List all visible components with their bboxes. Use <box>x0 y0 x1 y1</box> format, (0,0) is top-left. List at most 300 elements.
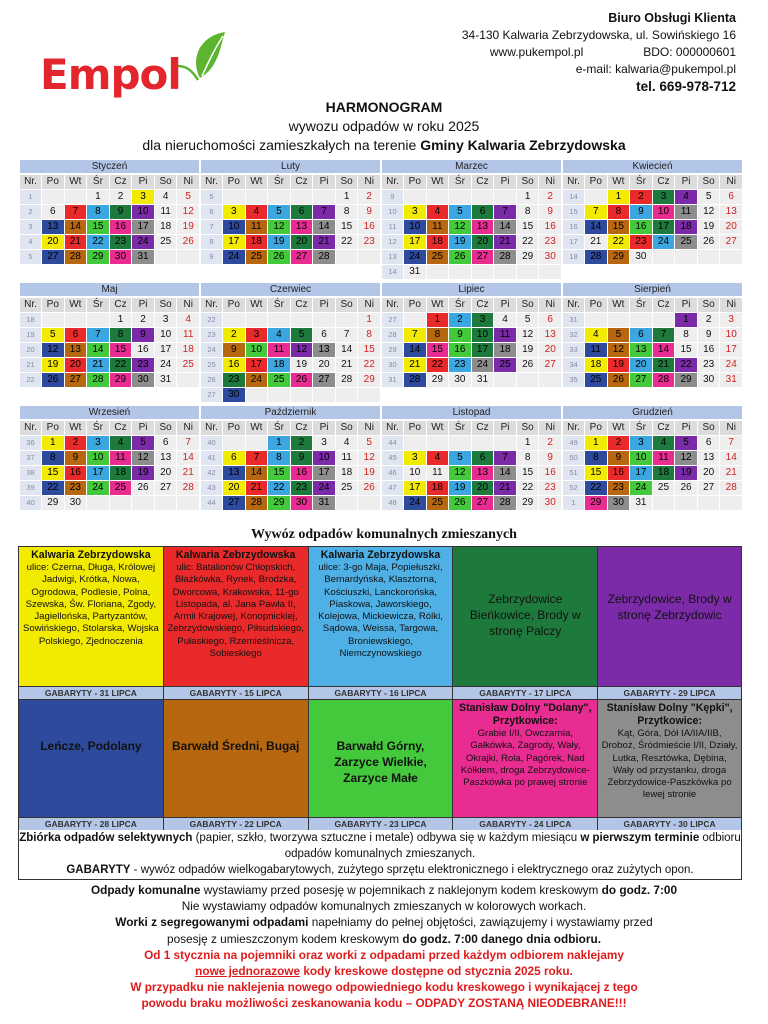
calendar-empty-cell <box>358 388 380 402</box>
calendar-day: 26 <box>608 373 630 387</box>
calendar-day: 13 <box>698 451 720 465</box>
week-number: 22 <box>201 313 222 327</box>
day-header: Nr. <box>20 298 41 312</box>
note-line-1 <box>0 882 768 898</box>
day-header: So <box>698 298 720 312</box>
week-number: 23 <box>201 328 222 342</box>
calendar-day: 25 <box>585 373 607 387</box>
month-grid <box>382 175 561 279</box>
calendar-day: 8 <box>42 451 64 465</box>
calendar-empty-cell <box>404 313 426 327</box>
week-number: 45 <box>382 451 403 465</box>
week-number: 48 <box>382 496 403 510</box>
calendar-empty-cell <box>539 265 561 279</box>
calendar-empty-cell <box>608 313 630 327</box>
calendar-day: 6 <box>223 451 245 465</box>
calendar-empty-cell <box>675 250 697 264</box>
calendar-day: 3 <box>132 190 154 204</box>
calendar-day: 19 <box>675 466 697 480</box>
calendar-day: 26 <box>177 235 199 249</box>
calendar-day: 7 <box>404 328 426 342</box>
calendar-empty-cell <box>653 313 675 327</box>
calendar-day: 2 <box>132 313 154 327</box>
calendar-day: 26 <box>42 373 64 387</box>
calendar-day: 22 <box>585 481 607 495</box>
day-header: Cz <box>291 298 313 312</box>
bulky-label: GABARYTY <box>66 864 131 876</box>
calendar-day: 30 <box>698 373 720 387</box>
week-number: 18 <box>20 313 41 327</box>
day-header: Śr <box>630 298 652 312</box>
day-header: Po <box>223 421 245 435</box>
calendar-day: 22 <box>42 481 64 495</box>
week-number: 38 <box>20 466 41 480</box>
calendar-day: 18 <box>585 358 607 372</box>
calendar-empty-cell <box>720 250 742 264</box>
day-header: Wt <box>246 298 268 312</box>
day-header: Po <box>223 298 245 312</box>
calendar-day: 19 <box>449 481 471 495</box>
calendar-empty-cell <box>268 190 290 204</box>
calendar-day: 2 <box>291 436 313 450</box>
month-name: Grudzień <box>563 406 742 419</box>
selective-text-2: odbioru odpadów komunalnych zmieszanych. <box>284 832 741 860</box>
month-grid <box>201 298 380 402</box>
calendar-day: 20 <box>42 235 64 249</box>
calendar-day: 27 <box>155 481 177 495</box>
calendar-day: 26 <box>132 481 154 495</box>
week-number: 5 <box>20 250 41 264</box>
calendar-day: 17 <box>132 220 154 234</box>
calendar-day: 7 <box>65 205 87 219</box>
calendar-empty-cell <box>223 190 245 204</box>
month-name: Czerwiec <box>201 283 380 296</box>
calendar-day: 27 <box>42 250 64 264</box>
zone-bulky-date: GABARYTY - 23 LIPCA <box>309 817 453 830</box>
calendar-day: 25 <box>427 496 449 510</box>
calendar-day: 2 <box>608 436 630 450</box>
day-header: Ni <box>358 421 380 435</box>
calendar-day: 18 <box>336 466 358 480</box>
calendar-day: 9 <box>358 205 380 219</box>
month-name: Luty <box>201 160 380 173</box>
week-number: 36 <box>20 436 41 450</box>
month-grid <box>382 421 561 510</box>
month-1 <box>20 160 199 264</box>
calendar-empty-cell <box>177 373 199 387</box>
calendar-day: 11 <box>653 451 675 465</box>
day-header: Wt <box>246 175 268 189</box>
calendar-day: 4 <box>585 328 607 342</box>
calendar-day: 13 <box>291 220 313 234</box>
calendar-empty-cell <box>449 265 471 279</box>
month-11 <box>382 406 561 510</box>
zone-bulky-date: GABARYTY - 30 LIPCA <box>598 817 741 830</box>
calendar-day: 2 <box>110 190 132 204</box>
calendar-day: 14 <box>336 343 358 357</box>
calendar-day: 23 <box>223 373 245 387</box>
day-header: Ni <box>177 421 199 435</box>
week-number: 31 <box>563 313 584 327</box>
page-title: HARMONOGRAM <box>325 99 443 115</box>
calendar-empty-cell <box>653 250 675 264</box>
week-number: 19 <box>20 328 41 342</box>
day-header: Nr. <box>382 175 403 189</box>
zone-2 <box>164 547 309 700</box>
calendar-day: 24 <box>132 235 154 249</box>
calendar-day: 14 <box>653 343 675 357</box>
calendar-day: 2 <box>223 328 245 342</box>
calendar-day: 1 <box>517 436 539 450</box>
calendar-day: 26 <box>291 373 313 387</box>
calendar-day: 27 <box>539 358 561 372</box>
day-header: Cz <box>653 175 675 189</box>
zone-description <box>453 589 597 641</box>
calendar-day: 6 <box>539 313 561 327</box>
calendar-day: 30 <box>630 250 652 264</box>
calendar-day: 28 <box>246 496 268 510</box>
week-number: 8 <box>201 235 222 249</box>
zone-description <box>309 547 453 662</box>
calendar-day: 31 <box>155 373 177 387</box>
zone-8 <box>309 700 454 830</box>
calendar-empty-cell <box>539 373 561 387</box>
day-header: Pi <box>132 421 154 435</box>
calendar-day: 25 <box>177 358 199 372</box>
selective-label: Zbiórka odpadów selektywnych <box>19 832 193 844</box>
week-number: 33 <box>563 343 584 357</box>
calendar-day: 28 <box>404 373 426 387</box>
calendar-day: 20 <box>539 343 561 357</box>
calendar-day: 22 <box>517 481 539 495</box>
day-header: Pi <box>494 298 516 312</box>
calendar-day: 21 <box>494 481 516 495</box>
calendar-day: 20 <box>155 466 177 480</box>
calendar-day: 5 <box>449 205 471 219</box>
calendar-day: 2 <box>630 190 652 204</box>
calendar-day: 20 <box>720 220 742 234</box>
zone-description <box>309 736 453 788</box>
calendar-day: 20 <box>223 481 245 495</box>
week-number: 9 <box>382 190 403 204</box>
calendar-day: 17 <box>630 466 652 480</box>
note-text-3: posesję z umieszczonym kodem kreskowym <box>167 931 403 946</box>
calendar-empty-cell <box>42 190 64 204</box>
calendar-day: 30 <box>132 373 154 387</box>
calendar-day: 8 <box>675 328 697 342</box>
calendar-day: 18 <box>155 220 177 234</box>
calendar-day: 8 <box>427 328 449 342</box>
week-number: 17 <box>563 235 584 249</box>
calendar-day: 15 <box>585 466 607 480</box>
calendar-day: 24 <box>155 358 177 372</box>
calendar-day: 2 <box>358 190 380 204</box>
calendar-day: 21 <box>313 235 335 249</box>
calendar-day: 16 <box>449 343 471 357</box>
week-number: 40 <box>201 436 222 450</box>
day-header: So <box>155 421 177 435</box>
calendar-day: 3 <box>223 205 245 219</box>
day-header: So <box>698 421 720 435</box>
day-header: Wt <box>65 175 87 189</box>
contact-block <box>406 10 736 95</box>
week-number: 28 <box>382 328 403 342</box>
day-header: Ni <box>539 298 561 312</box>
week-number: 27 <box>382 313 403 327</box>
day-header: Nr. <box>201 421 222 435</box>
calendar-day: 26 <box>268 250 290 264</box>
calendar-day: 10 <box>720 328 742 342</box>
calendar-empty-cell <box>336 250 358 264</box>
calendar-day: 27 <box>291 250 313 264</box>
calendar-day: 21 <box>585 235 607 249</box>
calendar-empty-cell <box>472 265 494 279</box>
day-header: Ni <box>539 175 561 189</box>
calendar-day: 30 <box>449 373 471 387</box>
day-header: So <box>336 421 358 435</box>
calendar-day: 6 <box>155 436 177 450</box>
calendar-day: 15 <box>427 343 449 357</box>
zone-description <box>19 736 163 756</box>
calendar-empty-cell <box>494 436 516 450</box>
calendar-day: 14 <box>585 220 607 234</box>
calendar-day: 5 <box>268 205 290 219</box>
selective-term: w pierwszym terminie <box>580 832 700 844</box>
calendar-day: 12 <box>132 451 154 465</box>
day-header: Wt <box>608 298 630 312</box>
week-number: 50 <box>563 451 584 465</box>
calendar-day: 7 <box>720 436 742 450</box>
calendar-day: 27 <box>630 373 652 387</box>
calendar-empty-cell <box>291 388 313 402</box>
calendar-empty-cell <box>291 313 313 327</box>
day-header: Cz <box>472 421 494 435</box>
calendar-day: 22 <box>358 358 380 372</box>
calendar-day: 18 <box>246 235 268 249</box>
calendar-day: 26 <box>358 481 380 495</box>
calendar-day: 22 <box>675 358 697 372</box>
calendar-day: 22 <box>268 481 290 495</box>
day-header: Po <box>585 421 607 435</box>
week-number: 30 <box>382 358 403 372</box>
week-number: 22 <box>20 373 41 387</box>
calendar-day: 16 <box>630 220 652 234</box>
calendar-day: 29 <box>517 496 539 510</box>
month-name: Styczeń <box>20 160 199 173</box>
calendar-day: 28 <box>653 373 675 387</box>
calendar-day: 16 <box>608 466 630 480</box>
day-header: Pi <box>132 175 154 189</box>
note-text-2: napełniamy do pełnej objętości, zawiązujemy i wystawiamy przed <box>308 915 653 930</box>
calendar-day: 30 <box>65 496 87 510</box>
calendar-day: 14 <box>494 220 516 234</box>
calendar-day: 21 <box>653 358 675 372</box>
week-number: 52 <box>563 481 584 495</box>
calendar-day: 25 <box>155 235 177 249</box>
zone-description <box>453 700 597 791</box>
calendar-empty-cell <box>427 436 449 450</box>
calendar-day: 6 <box>630 328 652 342</box>
calendar-day: 10 <box>132 205 154 219</box>
calendar-day: 15 <box>358 343 380 357</box>
calendar-day: 9 <box>110 205 132 219</box>
calendar-day: 25 <box>675 235 697 249</box>
warning-underlined: nowe jednorazowe <box>195 964 301 979</box>
calendar-day: 17 <box>720 343 742 357</box>
calendar-day: 10 <box>246 343 268 357</box>
calendar-day: 4 <box>155 190 177 204</box>
month-grid <box>382 298 561 387</box>
calendar-day: 4 <box>177 313 199 327</box>
zone-bulky-date: GABARYTY - 22 LIPCA <box>164 817 308 830</box>
calendar-day: 7 <box>87 328 109 342</box>
calendar-day: 16 <box>539 466 561 480</box>
calendar-day: 21 <box>246 481 268 495</box>
calendar-day: 28 <box>494 496 516 510</box>
calendar-day: 8 <box>110 328 132 342</box>
calendar-empty-cell <box>155 250 177 264</box>
calendar-day: 4 <box>427 205 449 219</box>
calendar-day: 17 <box>223 235 245 249</box>
calendar-day: 21 <box>494 235 516 249</box>
calendar-day: 17 <box>313 466 335 480</box>
day-header: So <box>517 175 539 189</box>
calendar-day: 16 <box>65 466 87 480</box>
week-number: 37 <box>20 451 41 465</box>
calendar-empty-cell <box>336 388 358 402</box>
calendar-day: 18 <box>177 343 199 357</box>
day-header: Wt <box>427 175 449 189</box>
calendar-day: 18 <box>110 466 132 480</box>
calendar-day: 13 <box>720 205 742 219</box>
calendar-day: 3 <box>313 436 335 450</box>
calendar-day: 25 <box>110 481 132 495</box>
calendar-day: 9 <box>132 328 154 342</box>
zone-bulky-date: GABARYTY - 17 LIPCA <box>453 686 597 699</box>
calendar-day: 21 <box>404 358 426 372</box>
calendar-day: 1 <box>608 190 630 204</box>
day-header: Nr. <box>563 298 584 312</box>
calendar-day: 13 <box>65 343 87 357</box>
calendar-day: 27 <box>698 481 720 495</box>
calendar-day: 31 <box>630 496 652 510</box>
month-4 <box>563 160 742 264</box>
calendar-day: 27 <box>472 496 494 510</box>
calendar-day: 24 <box>472 358 494 372</box>
calendar-empty-cell <box>517 373 539 387</box>
website-link[interactable]: www.pukempol.pl <box>489 45 584 59</box>
calendar-day: 15 <box>42 466 64 480</box>
calendar-day: 4 <box>268 328 290 342</box>
zone-bulky-date: GABARYTY - 16 LIPCA <box>309 686 453 699</box>
day-header: Po <box>42 298 64 312</box>
month-10 <box>201 406 380 510</box>
calendar-empty-cell <box>720 496 742 510</box>
calendar-day: 15 <box>336 220 358 234</box>
day-header: Wt <box>65 298 87 312</box>
calendar-day: 23 <box>630 235 652 249</box>
zone-heading: Stanisław Dolny "Kępki", Przytkowice: <box>606 702 733 727</box>
calendar-empty-cell <box>427 265 449 279</box>
calendar-day: 24 <box>653 235 675 249</box>
calendar-day: 9 <box>291 451 313 465</box>
calendar-day: 19 <box>517 343 539 357</box>
calendar-day: 28 <box>585 250 607 264</box>
month-name: Kwiecień <box>563 160 742 173</box>
month-grid <box>201 421 380 510</box>
calendar-day: 30 <box>223 388 245 402</box>
calendar-day: 12 <box>358 451 380 465</box>
zone-localities: Barwałd Średni, Bugaj <box>172 739 300 753</box>
calendar-empty-cell <box>358 250 380 264</box>
week-number: 29 <box>382 343 403 357</box>
calendar-day: 11 <box>177 328 199 342</box>
month-8 <box>563 283 742 387</box>
calendar-day: 4 <box>494 313 516 327</box>
week-number: 6 <box>201 205 222 219</box>
week-number: 5 <box>201 190 222 204</box>
warning-text: kody kreskowe dostępne od stycznia 2025 roku. <box>300 964 573 979</box>
day-header: Po <box>404 175 426 189</box>
calendar-day: 12 <box>268 220 290 234</box>
calendar-day: 28 <box>313 250 335 264</box>
calendar-day: 23 <box>110 235 132 249</box>
calendar-empty-cell <box>585 190 607 204</box>
email-link[interactable]: e-mail: kalwaria@pukempol.pl <box>575 62 736 76</box>
week-number: 41 <box>201 451 222 465</box>
day-header: Nr. <box>201 175 222 189</box>
calendar-empty-cell <box>517 265 539 279</box>
calendar-day: 23 <box>449 358 471 372</box>
calendar-day: 17 <box>472 343 494 357</box>
week-number: 39 <box>20 481 41 495</box>
calendar-day: 17 <box>246 358 268 372</box>
calendar-day: 22 <box>336 235 358 249</box>
month-grid <box>563 298 742 387</box>
calendar-day: 24 <box>223 250 245 264</box>
calendar-day: 19 <box>42 358 64 372</box>
zone-6 <box>19 700 164 830</box>
note-line-2: Nie wystawiamy odpadów komunalnych zmieszanych w kolorowych workach. <box>181 899 587 914</box>
calendar-day: 11 <box>585 343 607 357</box>
day-header: Po <box>404 298 426 312</box>
day-header: So <box>155 298 177 312</box>
month-name: Sierpień <box>563 283 742 296</box>
calendar-day: 9 <box>608 451 630 465</box>
calendar-day: 9 <box>630 205 652 219</box>
calendar-day: 28 <box>720 481 742 495</box>
month-name: Wrzesień <box>20 406 199 419</box>
phone-number: tel. 669-978-712 <box>636 79 736 94</box>
calendar-day: 11 <box>246 220 268 234</box>
calendar-day: 7 <box>653 328 675 342</box>
calendar-day: 16 <box>539 220 561 234</box>
calendar-day: 8 <box>358 328 380 342</box>
calendar-day: 4 <box>336 436 358 450</box>
week-number: 2 <box>20 205 41 219</box>
calendar-empty-cell <box>653 496 675 510</box>
calendar-day: 15 <box>517 466 539 480</box>
zone-description <box>164 547 308 662</box>
calendar-day: 12 <box>675 451 697 465</box>
week-number: 46 <box>382 466 403 480</box>
calendar-day: 10 <box>87 451 109 465</box>
calendar-empty-cell <box>42 313 64 327</box>
calendar-day: 19 <box>177 220 199 234</box>
calendar-day: 11 <box>427 220 449 234</box>
month-grid <box>20 175 199 264</box>
calendar-empty-cell <box>246 313 268 327</box>
